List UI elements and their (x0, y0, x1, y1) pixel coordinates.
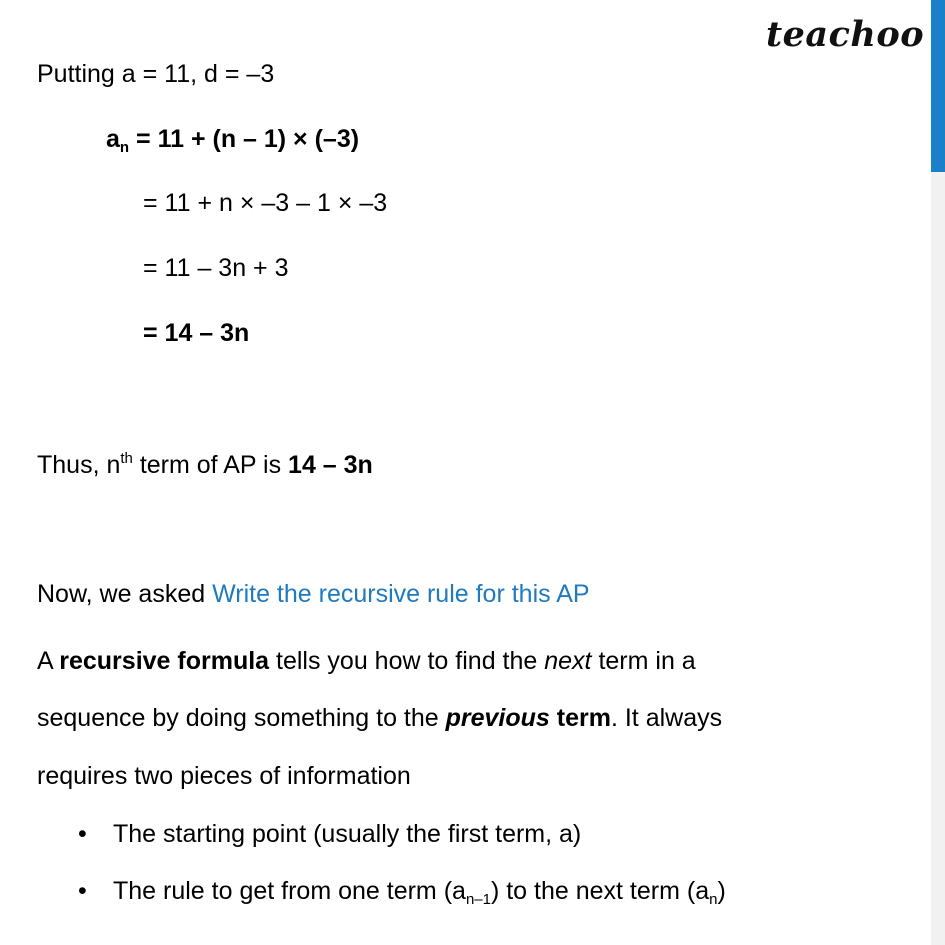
rec2-end: . It always (610, 704, 723, 732)
rec2-bolditalic: previous (445, 704, 550, 732)
step-1: = 11 + n × –3 – 1 × –3 (143, 189, 388, 217)
recursive-def-line-2 (37, 702, 722, 734)
bullet-1-text: The starting point (usually the first term, a) (113, 820, 582, 848)
bullet-2-marker: • (78, 877, 87, 905)
question-prefix: Now, we asked (37, 580, 213, 608)
step-3: = 14 – 3n (143, 319, 250, 347)
b2-sub1: n–1 (465, 891, 491, 908)
rec1-bold: recursive formula (59, 647, 270, 675)
putting-values-line: Putting a = 11, d = –3 (37, 60, 275, 88)
rec2-space (550, 704, 557, 732)
question-line (37, 578, 590, 610)
scrollbar-thumb[interactable] (931, 0, 945, 172)
rec2-pre: sequence by doing something to the (37, 704, 446, 732)
nth-term-formula (106, 123, 359, 155)
bullet-1-marker: • (78, 820, 87, 848)
rec1-italic: next (544, 647, 592, 675)
teachoo-logo: teachoo (766, 14, 925, 55)
bullet-2-text (113, 875, 726, 907)
thus-line (37, 449, 373, 481)
rec1-end: term in a (591, 647, 696, 675)
step-2: = 11 – 3n + 3 (143, 254, 289, 282)
recursive-def-line-1 (37, 645, 696, 677)
recursive-def-line-3: requires two pieces of information (37, 762, 411, 790)
rec1-mid: tells you how to find the (269, 647, 545, 675)
rec2-bold: term (556, 704, 611, 732)
b2-mid: ) to the next term (a (490, 877, 710, 905)
thus-middle: term of AP is (132, 451, 289, 479)
formula-subscript: n (119, 139, 130, 156)
thus-prefix: Thus, n (37, 451, 121, 479)
question-link: Write the recursive rule for this AP (212, 580, 590, 608)
rec1-a: A (37, 647, 60, 675)
b2-end: ) (717, 877, 726, 905)
formula-rest: = 11 + (n – 1) × (–3) (129, 125, 360, 153)
b2-pre: The rule to get from one term (a (113, 877, 466, 905)
formula-a: a (106, 125, 120, 153)
b2-sub2: n (709, 891, 718, 908)
thus-answer: 14 – 3n (288, 451, 373, 479)
thus-superscript: th (120, 450, 133, 467)
